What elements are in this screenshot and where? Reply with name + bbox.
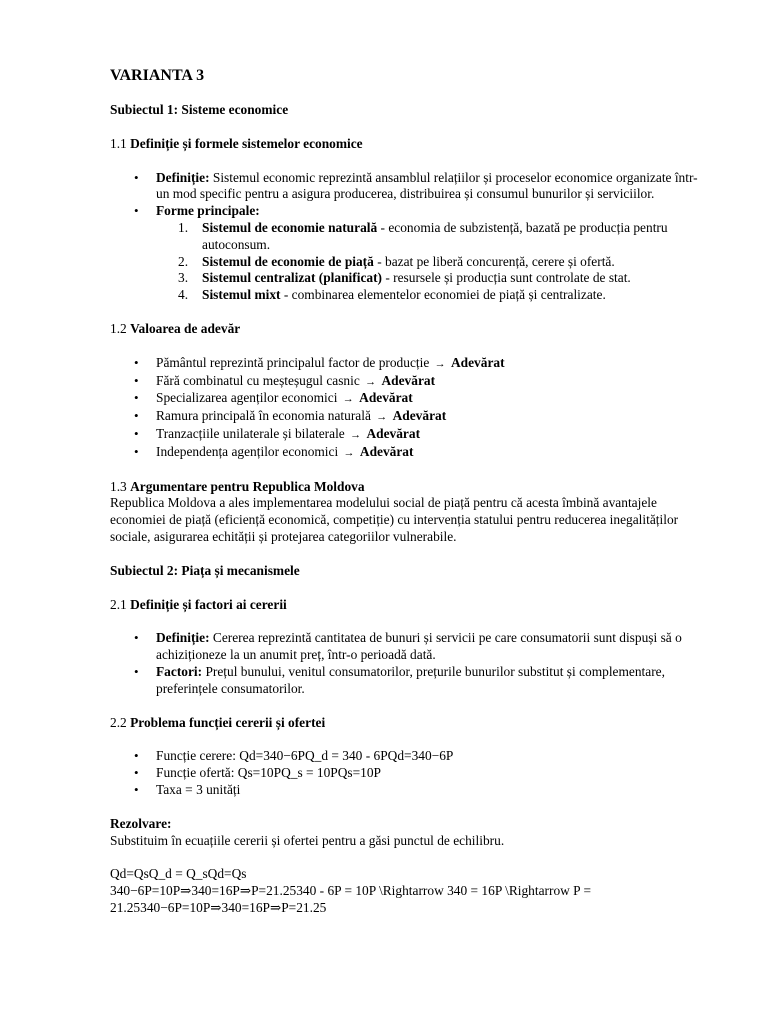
list-item: • Taxa = 3 unități xyxy=(134,782,710,799)
form-number: 1. xyxy=(178,219,189,235)
truth-statement: Tranzacțiile unilaterale și bilaterale xyxy=(156,425,345,441)
form-name: Sistemul de economie naturală xyxy=(202,219,378,235)
document-title: VARIANTA 3 xyxy=(110,67,205,84)
form-name: Sistemul de economie de piață xyxy=(202,253,374,269)
truth-statement: Fără combinatul cu meșteșugul casnic xyxy=(156,372,360,388)
document-page xyxy=(110,66,710,917)
truth-item xyxy=(134,390,710,408)
solution-intro: Substituim în ecuațiile cererii și ofertei pentru a găsi punctul de echilibru. xyxy=(110,832,505,848)
truth-item xyxy=(134,355,710,373)
truth-list xyxy=(134,355,710,462)
form-item xyxy=(178,287,710,304)
section-1-2-heading: 1.2 Valoarea de adevăr xyxy=(110,320,241,336)
form-name: Sistemul mixt xyxy=(202,287,281,303)
form-desc: - combinarea elementelor economiei de piață și centralizate. xyxy=(280,287,606,303)
form-name: Sistemul centralizat (planificat) xyxy=(202,270,382,286)
form-item xyxy=(178,270,710,287)
form-desc: - bazat pe liberă concurență, cerere și ofertă. xyxy=(373,253,615,269)
truth-statement: Specializarea agenților economici xyxy=(156,390,338,406)
truth-item xyxy=(134,408,710,426)
form-number: 4. xyxy=(178,287,189,303)
arrow-right-icon: → xyxy=(343,446,355,459)
section-2-1-list xyxy=(134,630,710,697)
arrow-right-icon: → xyxy=(376,411,388,424)
solution-eq1: Qd=QsQ_d = Q_sQd=Qs xyxy=(110,866,247,882)
section-1-3-text: Republica Moldova a ales implementarea modelului social de piață pentru că acesta îmbină avantajele economiei de piață (eficiență economică, competiție) cu intervenția statului pentru reducerea inegalităților sociale, asigurarea echității și protejarea categoriilor vulnerabile. xyxy=(110,495,679,544)
truth-item xyxy=(134,373,710,391)
truth-item xyxy=(134,426,710,444)
arrow-right-icon: → xyxy=(350,428,362,441)
truth-value: Adevărat xyxy=(359,390,413,406)
arrow-right-icon: → xyxy=(365,375,377,388)
section-1-3-heading: 1.3 Argumentare pentru Republica Moldova xyxy=(110,478,365,494)
list-item: • Definiție: Cererea reprezintă cantitatea de bunuri și servicii pe care consumatorii sunt dispuși să o achiziționeze la un anumit preț, într-o perioadă dată. xyxy=(134,630,710,664)
truth-statement: Independența agenților economici xyxy=(156,443,339,459)
truth-value: Adevărat xyxy=(451,354,505,370)
arrow-right-icon: → xyxy=(434,357,446,370)
form-number: 3. xyxy=(178,270,189,286)
truth-value: Adevărat xyxy=(381,372,436,388)
forms-list xyxy=(156,220,710,304)
form-desc: - economia de subzistență, bazată pe producția pentru autoconsum. xyxy=(202,219,668,252)
section-2-2-list xyxy=(134,748,710,798)
list-item: • Funcție ofertă: Qs=10PQ_s = 10PQs=10P xyxy=(134,765,710,782)
subject1-heading: Subiectul 1: Sisteme economice xyxy=(110,102,289,117)
truth-value: Adevărat xyxy=(366,425,421,441)
solution-eq2: 340−6P=10P⇒340=16P⇒P=21.25340 - 6P = 10P \Rightarrow 340 = 16P \Rightarrow P = 21.25340−6P=10P⇒340=16P⇒P=21.25 xyxy=(110,883,592,915)
truth-statement: Ramura principală în economia naturală xyxy=(156,408,371,424)
subject2-heading: Subiectul 2: Piața și mecanismele xyxy=(110,562,300,578)
section-2-2-heading: 2.2 Problema funcției cererii și ofertei xyxy=(110,714,326,730)
list-item: • Factori: Prețul bunului, venitul consumatorilor, prețurile bunurilor substitut și complementare, preferințele consumatorilor. xyxy=(134,664,710,698)
form-item xyxy=(178,253,710,271)
arrow-right-icon: → xyxy=(342,393,354,406)
solution-label: Rezolvare: xyxy=(110,815,172,831)
form-item xyxy=(178,219,710,254)
truth-item xyxy=(134,444,710,462)
list-item: • Definiție: Sistemul economic reprezintă ansamblul relațiilor și proceselor economice organizate într-un mod specific pentru a asigura producerea, distribuirea și consumul bunurilor și serviciilor. xyxy=(134,170,710,204)
section-1-1-list xyxy=(134,170,710,304)
list-item: • Forme principale: 1. Sistemul de economie naturală - economia de subzistență, bazată pe producția pentru autoconsum. 2. Sistemul de economie de piață - bazat pe liberă concurență, cerere și ofertă. 3. Sistemul centralizat (planificat) - resursele și producția sunt controlate de stat. 4. Sistemul mixt - combinarea elementelor economiei de piață și centralizate. xyxy=(134,203,710,304)
truth-statement: Pământul reprezintă principalul factor de producție xyxy=(156,354,430,370)
form-number: 2. xyxy=(178,253,189,269)
section-1-1-heading: 1.1 Definiție și formele sistemelor economice xyxy=(110,135,363,151)
truth-value: Adevărat xyxy=(359,443,414,459)
form-desc: - resursele și producția sunt controlate de stat. xyxy=(382,270,631,286)
truth-value: Adevărat xyxy=(392,408,447,424)
list-item: • Funcție cerere: Qd=340−6PQ_d = 340 - 6PQd=340−6P xyxy=(134,748,710,765)
section-2-1-heading: 2.1 Definiție și factori ai cererii xyxy=(110,596,287,612)
